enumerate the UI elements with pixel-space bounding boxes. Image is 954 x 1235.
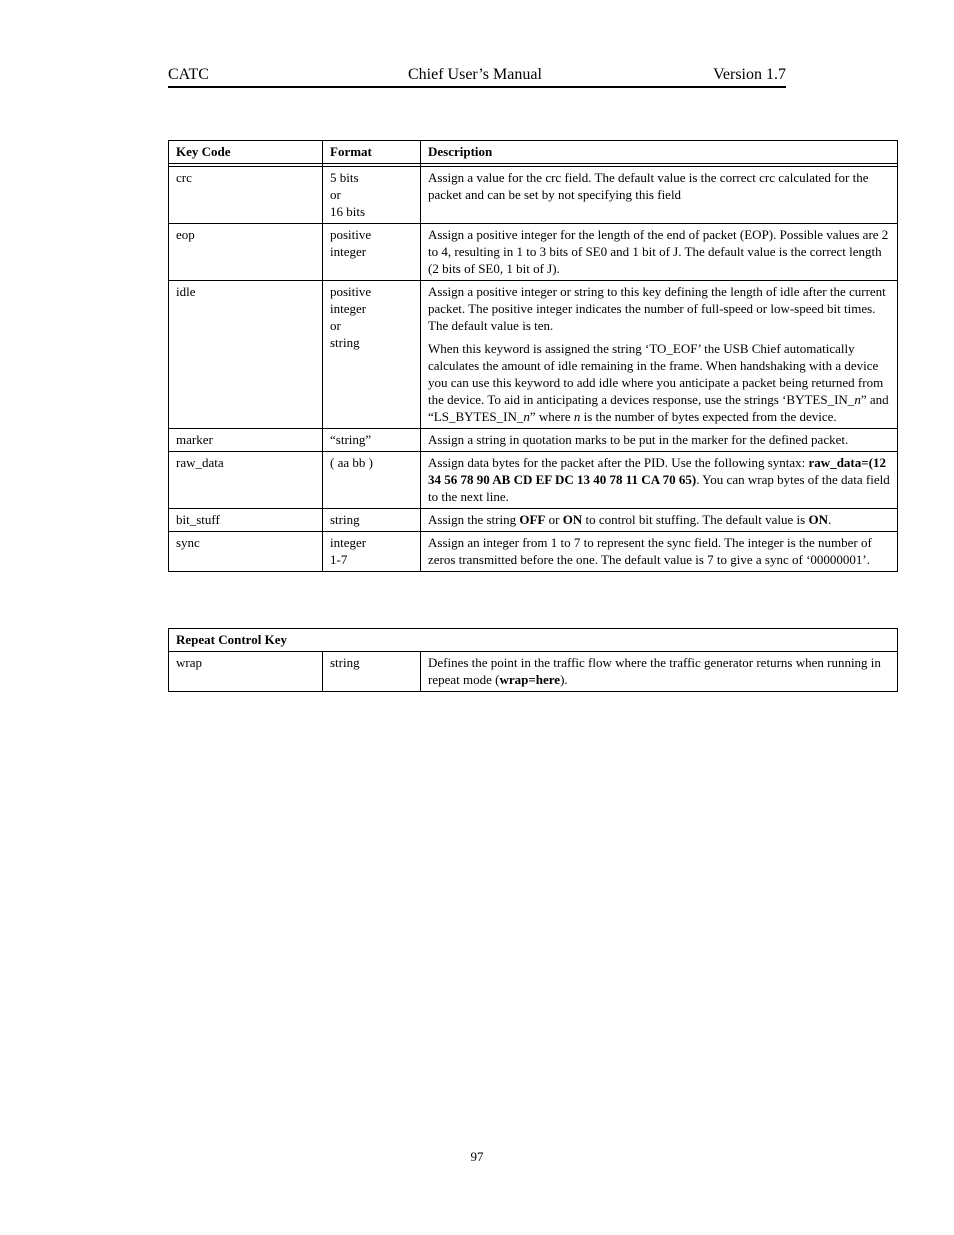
repeat-control-table (168, 628, 898, 692)
text-run: . (827, 512, 832, 527)
format-line: string (330, 335, 360, 350)
running-header (168, 66, 786, 88)
text-run: or (545, 512, 563, 527)
table-row (169, 652, 898, 692)
italic-variable: n (573, 409, 581, 424)
page-number: 97 (470, 1149, 484, 1164)
bold-value: ON (808, 512, 828, 527)
format-line: “string” (330, 432, 372, 447)
bold-value: ON (562, 512, 583, 527)
format-line: 16 bits (330, 204, 366, 219)
description-cell: Assign a positive integer for the length of the end of packet (EOP). Possible values are 2 to 4, resulting in 1 to 3 bits of SE0 and 1 bit of J. The default value is the correct length (2 bits of SE0, 1 bit of J). (421, 224, 898, 281)
table-row (169, 452, 898, 509)
table-row (169, 429, 898, 452)
column-header-format: Format (323, 141, 421, 164)
text-run: ). (560, 672, 568, 687)
description-paragraph (428, 340, 890, 425)
bold-syntax: raw_data=(12 34 56 78 90 AB CD EF DC 13 40 78 11 CA 70 65) (428, 455, 886, 487)
description-cell (421, 509, 898, 532)
key-cell: wrap (169, 652, 323, 692)
column-header-key-code: Key Code (169, 141, 323, 164)
format-cell (323, 281, 421, 429)
text-run: ” where (529, 409, 574, 424)
key-cell: eop (169, 224, 323, 281)
key-cell: bit_stuff (169, 509, 323, 532)
description-cell: Assign an integer from 1 to 7 to represent the sync field. The integer is the number of zeros transmitted before the one. The default value is 7 to give a sync of ‘00000001’. (421, 532, 898, 572)
key-cell: crc (169, 167, 323, 224)
format-line: integer (330, 535, 367, 550)
repeat-control-header: Repeat Control Key (169, 629, 898, 652)
table-row (169, 532, 898, 572)
format-line: ( aa bb ) (330, 455, 373, 470)
format-line: integer (330, 301, 367, 316)
format-line: or (330, 318, 341, 333)
format-line: or (330, 187, 341, 202)
format-line: 5 bits (330, 170, 359, 185)
table-header-row (169, 629, 898, 652)
text-run: ” and “LS_BYTES_IN_ (428, 392, 889, 424)
description-cell: Assign a string in quotation marks to be put in the marker for the defined packet. (421, 429, 898, 452)
table-row (169, 167, 898, 224)
key-cell: idle (169, 281, 323, 429)
format-cell (323, 509, 421, 532)
text-run: Assign data bytes for the packet after the PID. Use the following syntax: (428, 455, 809, 470)
description-paragraph: Assign a positive integer or string to this key defining the length of idle after the current packet. The positive integer indicates the number of full-speed or low-speed bit times. The default value is ten. (428, 284, 886, 333)
italic-variable: n (523, 409, 530, 424)
text-run: When this keyword is assigned the string ‘TO_EOF’ the USB Chief automatically calculates the amount of idle remaining in the frame. When handshaking with a device you can use this keyword to add idle where you anticipate a packet being returned from the device. To aid in anticipating a devices response, use the strings ‘BYTES_IN_ (428, 341, 884, 407)
format-line: string (330, 512, 360, 527)
table-header-row (169, 141, 898, 164)
header-right: Version 1.7 (713, 66, 786, 83)
key-cell: marker (169, 429, 323, 452)
format-line: positive (330, 284, 372, 299)
table-row (169, 224, 898, 281)
key-cell: raw_data (169, 452, 323, 509)
column-header-description: Description (421, 141, 898, 164)
header-left: CATC (168, 66, 209, 83)
bold-value: OFF (519, 512, 546, 527)
text-run: to control bit stuffing. The default value is (582, 512, 809, 527)
key-cell: sync (169, 532, 323, 572)
bold-syntax: wrap=here (499, 672, 561, 687)
description-cell (421, 452, 898, 509)
header-center: Chief User’s Manual (408, 66, 542, 83)
text-run: Defines the point in the traffic flow where the traffic generator returns when running in repeat mode ( (428, 655, 881, 687)
text-run: Assign the string (428, 512, 520, 527)
key-code-table (168, 140, 898, 572)
format-cell (323, 224, 421, 281)
description-cell (421, 281, 898, 429)
format-cell (323, 429, 421, 452)
text-run: is the number of bytes expected from the device. (580, 409, 837, 424)
description-cell: Assign a value for the crc field. The default value is the correct crc calculated for the packet and can be set by not specifying this field (421, 167, 898, 224)
text-run: . You can wrap bytes of the data field to the next line. (428, 472, 890, 504)
format-cell (323, 532, 421, 572)
format-cell (323, 167, 421, 224)
italic-variable: n (854, 392, 861, 407)
format-line: integer (330, 244, 367, 259)
format-line: 1-7 (330, 552, 348, 567)
table-row (169, 281, 898, 429)
format-line: positive (330, 227, 372, 242)
table-row (169, 509, 898, 532)
format-cell: string (323, 652, 421, 692)
format-cell (323, 452, 421, 509)
description-cell (421, 652, 898, 692)
